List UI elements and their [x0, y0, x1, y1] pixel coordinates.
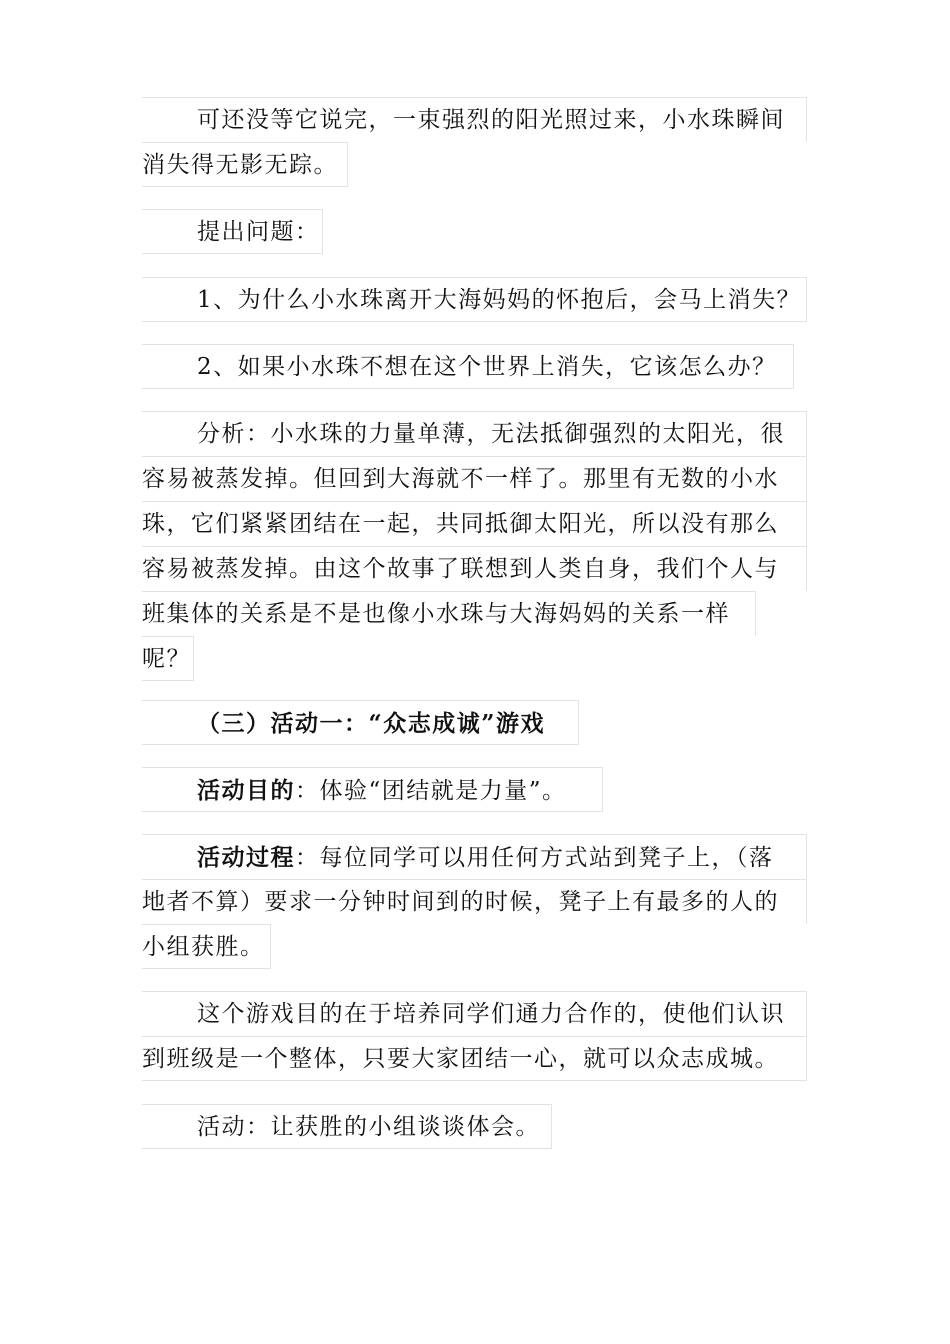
text-line: 珠，它们紧紧团结在一起，共同抵御太阳光，所以没有那么: [142, 501, 807, 546]
activity-process-label: 活动过程: [197, 844, 295, 871]
activity-purpose-label: 活动目的: [197, 777, 295, 804]
text-line: 活动：让获胜的小组谈谈体会。: [142, 1104, 552, 1149]
text-line: [142, 767, 603, 812]
activity-process-text: ：每位同学可以用任何方式站到凳子上，（落: [295, 845, 774, 871]
paragraph-activity-sharing: [142, 1104, 552, 1149]
paragraph-questions-heading: [142, 209, 323, 254]
text-line: 到班级是一个整体，只要大家团结一心，就可以众志成城。: [142, 1036, 807, 1081]
text-line: 2、如果小水珠不想在这个世界上消失，它该怎么办？: [142, 344, 794, 389]
text-line: 班集体的关系是不是也像小水珠与大海妈妈的关系一样: [142, 591, 756, 636]
text-line: 地者不算）要求一分钟时间到的时候，凳子上有最多的人的: [142, 879, 807, 924]
text-line: 1、为什么小水珠离开大海妈妈的怀抱后，会马上消失？: [142, 277, 807, 322]
paragraph-question-2: [142, 344, 794, 389]
text-line: 分析：小水珠的力量单薄，无法抵御强烈的太阳光，很: [142, 411, 807, 456]
text-line: 容易被蒸发掉。但回到大海就不一样了。那里有无数的小水: [142, 456, 807, 501]
paragraph-analysis: [142, 411, 807, 681]
activity-purpose-text: ：体验“团结就是力量”。: [295, 778, 567, 804]
text-line: 呢？: [142, 636, 194, 681]
paragraph-game-purpose: [142, 991, 807, 1081]
text-line: 这个游戏目的在于培养同学们通力合作的，使他们认识: [142, 991, 807, 1036]
paragraph-story-ending: [142, 97, 807, 187]
text-line: 消失得无影无踪。: [142, 142, 348, 187]
paragraph-activity-process: [142, 834, 807, 969]
section-heading-activity-1: [142, 700, 579, 745]
text-line: 提出问题：: [142, 209, 323, 254]
paragraph-activity-purpose: [142, 767, 603, 812]
text-line: 容易被蒸发掉。由这个故事了联想到人类自身，我们个人与: [142, 546, 807, 591]
paragraph-question-1: [142, 277, 807, 322]
text-line: 可还没等它说完，一束强烈的阳光照过来，小水珠瞬间: [142, 97, 807, 142]
text-line: [142, 834, 807, 879]
text-line: 小组获胜。: [142, 924, 271, 969]
text-line: （三）活动一：“众志成诚”游戏: [142, 700, 579, 745]
